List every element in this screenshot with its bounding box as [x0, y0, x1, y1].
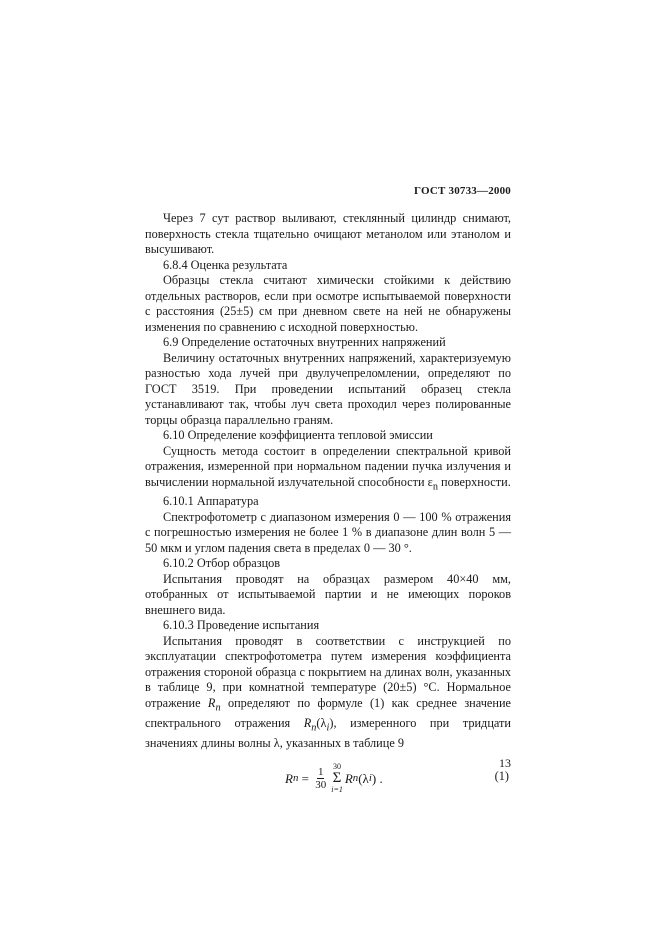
paragraph: Образцы стекла считают химически стойкими к действию отдельных растворов, если при осмотре испытываемой поверхности с расстояния (25±5) см при дневном свете на ней не обнаружены изменения по сравнению с исходной поверхностью.	[145, 273, 511, 334]
formula	[285, 763, 383, 794]
paragraph: Через 7 сут раствор выливают, стеклянный цилиндр снимают, поверхность стекла тщательно очищают метанолом или этанолом и высушивают.	[145, 211, 511, 256]
text-run: поверхности.	[437, 474, 511, 489]
paragraph	[145, 634, 511, 751]
section-heading: 6.10 Определение коэффициента тепловой эмиссии	[163, 428, 433, 442]
formula-arg-close: )	[371, 771, 377, 787]
formula-equals: =	[298, 771, 313, 787]
symbol-R: R	[303, 715, 312, 730]
document-body	[145, 211, 511, 805]
summation	[331, 763, 343, 794]
fraction-numerator: 1	[317, 766, 324, 779]
formula-lhs: R	[285, 771, 293, 787]
subscript: n	[311, 722, 317, 734]
text-run: определяют по формуле (1) как среднее значение спектрального отражения	[145, 695, 511, 730]
page-number: 13	[499, 756, 511, 770]
symbol-arg: (λ	[316, 715, 327, 730]
paragraph	[145, 444, 511, 495]
text-run: Сущность метода состоит в определении спектральной кривой отражения, измеренной при нормальном падении пучка излучения и вычислении нормальной излучательной способности ε	[145, 443, 511, 489]
text-run: , измеренного при тридцати значениях длины волны λ, указанных в таблице 9	[145, 715, 511, 750]
sum-upper: 30	[333, 762, 342, 772]
fraction-denominator: 30	[315, 779, 327, 792]
formula-term: R	[344, 771, 353, 787]
formula-lhs-sub: n	[292, 772, 299, 785]
formula-arg-open: (λ	[358, 771, 369, 787]
formula-arg-sub: i	[368, 772, 372, 785]
symbol-close: )	[329, 715, 334, 730]
text-run: Испытания проводят в соответствии с инструкцией по эксплуатации спектрофотометра путем измерения коэффициента отражения стороной образца с покрытием на длинах волн, указанных в таблице 9, при комнатной температуре (20±5) °С. Нормальное отражение	[145, 633, 511, 710]
subscript: n	[432, 480, 438, 492]
paragraph: Испытания проводят на образцах размером 40×40 мм, отобранных от испытываемой партии и не имеющих пороков внешнего вида.	[145, 571, 511, 617]
formula-fraction	[315, 766, 326, 791]
sum-symbol: Σ	[332, 770, 342, 787]
equation-number: (1)	[494, 769, 509, 784]
section-heading: 6.10.1 Аппаратура	[163, 494, 259, 509]
sum-lower: i=1	[331, 785, 343, 795]
formula-term-sub: n	[352, 772, 359, 785]
section-heading: 6.10.3 Проведение испытания	[163, 618, 320, 633]
paragraph: Спектрофотометр с диапазоном измерения 0 — 100 % отражения с погрешностью измерения не более 1 % в диапазоне длин волн 5 — 50 мкм и углом падения света в пределах 0 — 30 °.	[145, 509, 511, 555]
paragraph: Величину остаточных внутренних напряжений, характеризуемую разностью хода лучей при двулучепреломлении, определяют по ГОСТ 3519. При проведении испытаний образец стекла устанавливают так, чтобы луч света проходил через полированные торцы образца параллельно граням.	[145, 350, 511, 427]
subscript: n	[215, 702, 221, 714]
document-header: ГОСТ 30733—2000	[414, 185, 511, 197]
section-heading: 6.10.2 Отбор образцов	[163, 556, 281, 571]
section-heading: 6.8.4 Оценка результата	[163, 257, 288, 272]
symbol-R: R	[207, 695, 216, 710]
subscript: i	[326, 722, 330, 734]
formula-tail: .	[376, 771, 383, 787]
section-heading: 6.9 Определение остаточных внутренних напряжений	[163, 335, 446, 349]
formula-block	[145, 759, 511, 805]
